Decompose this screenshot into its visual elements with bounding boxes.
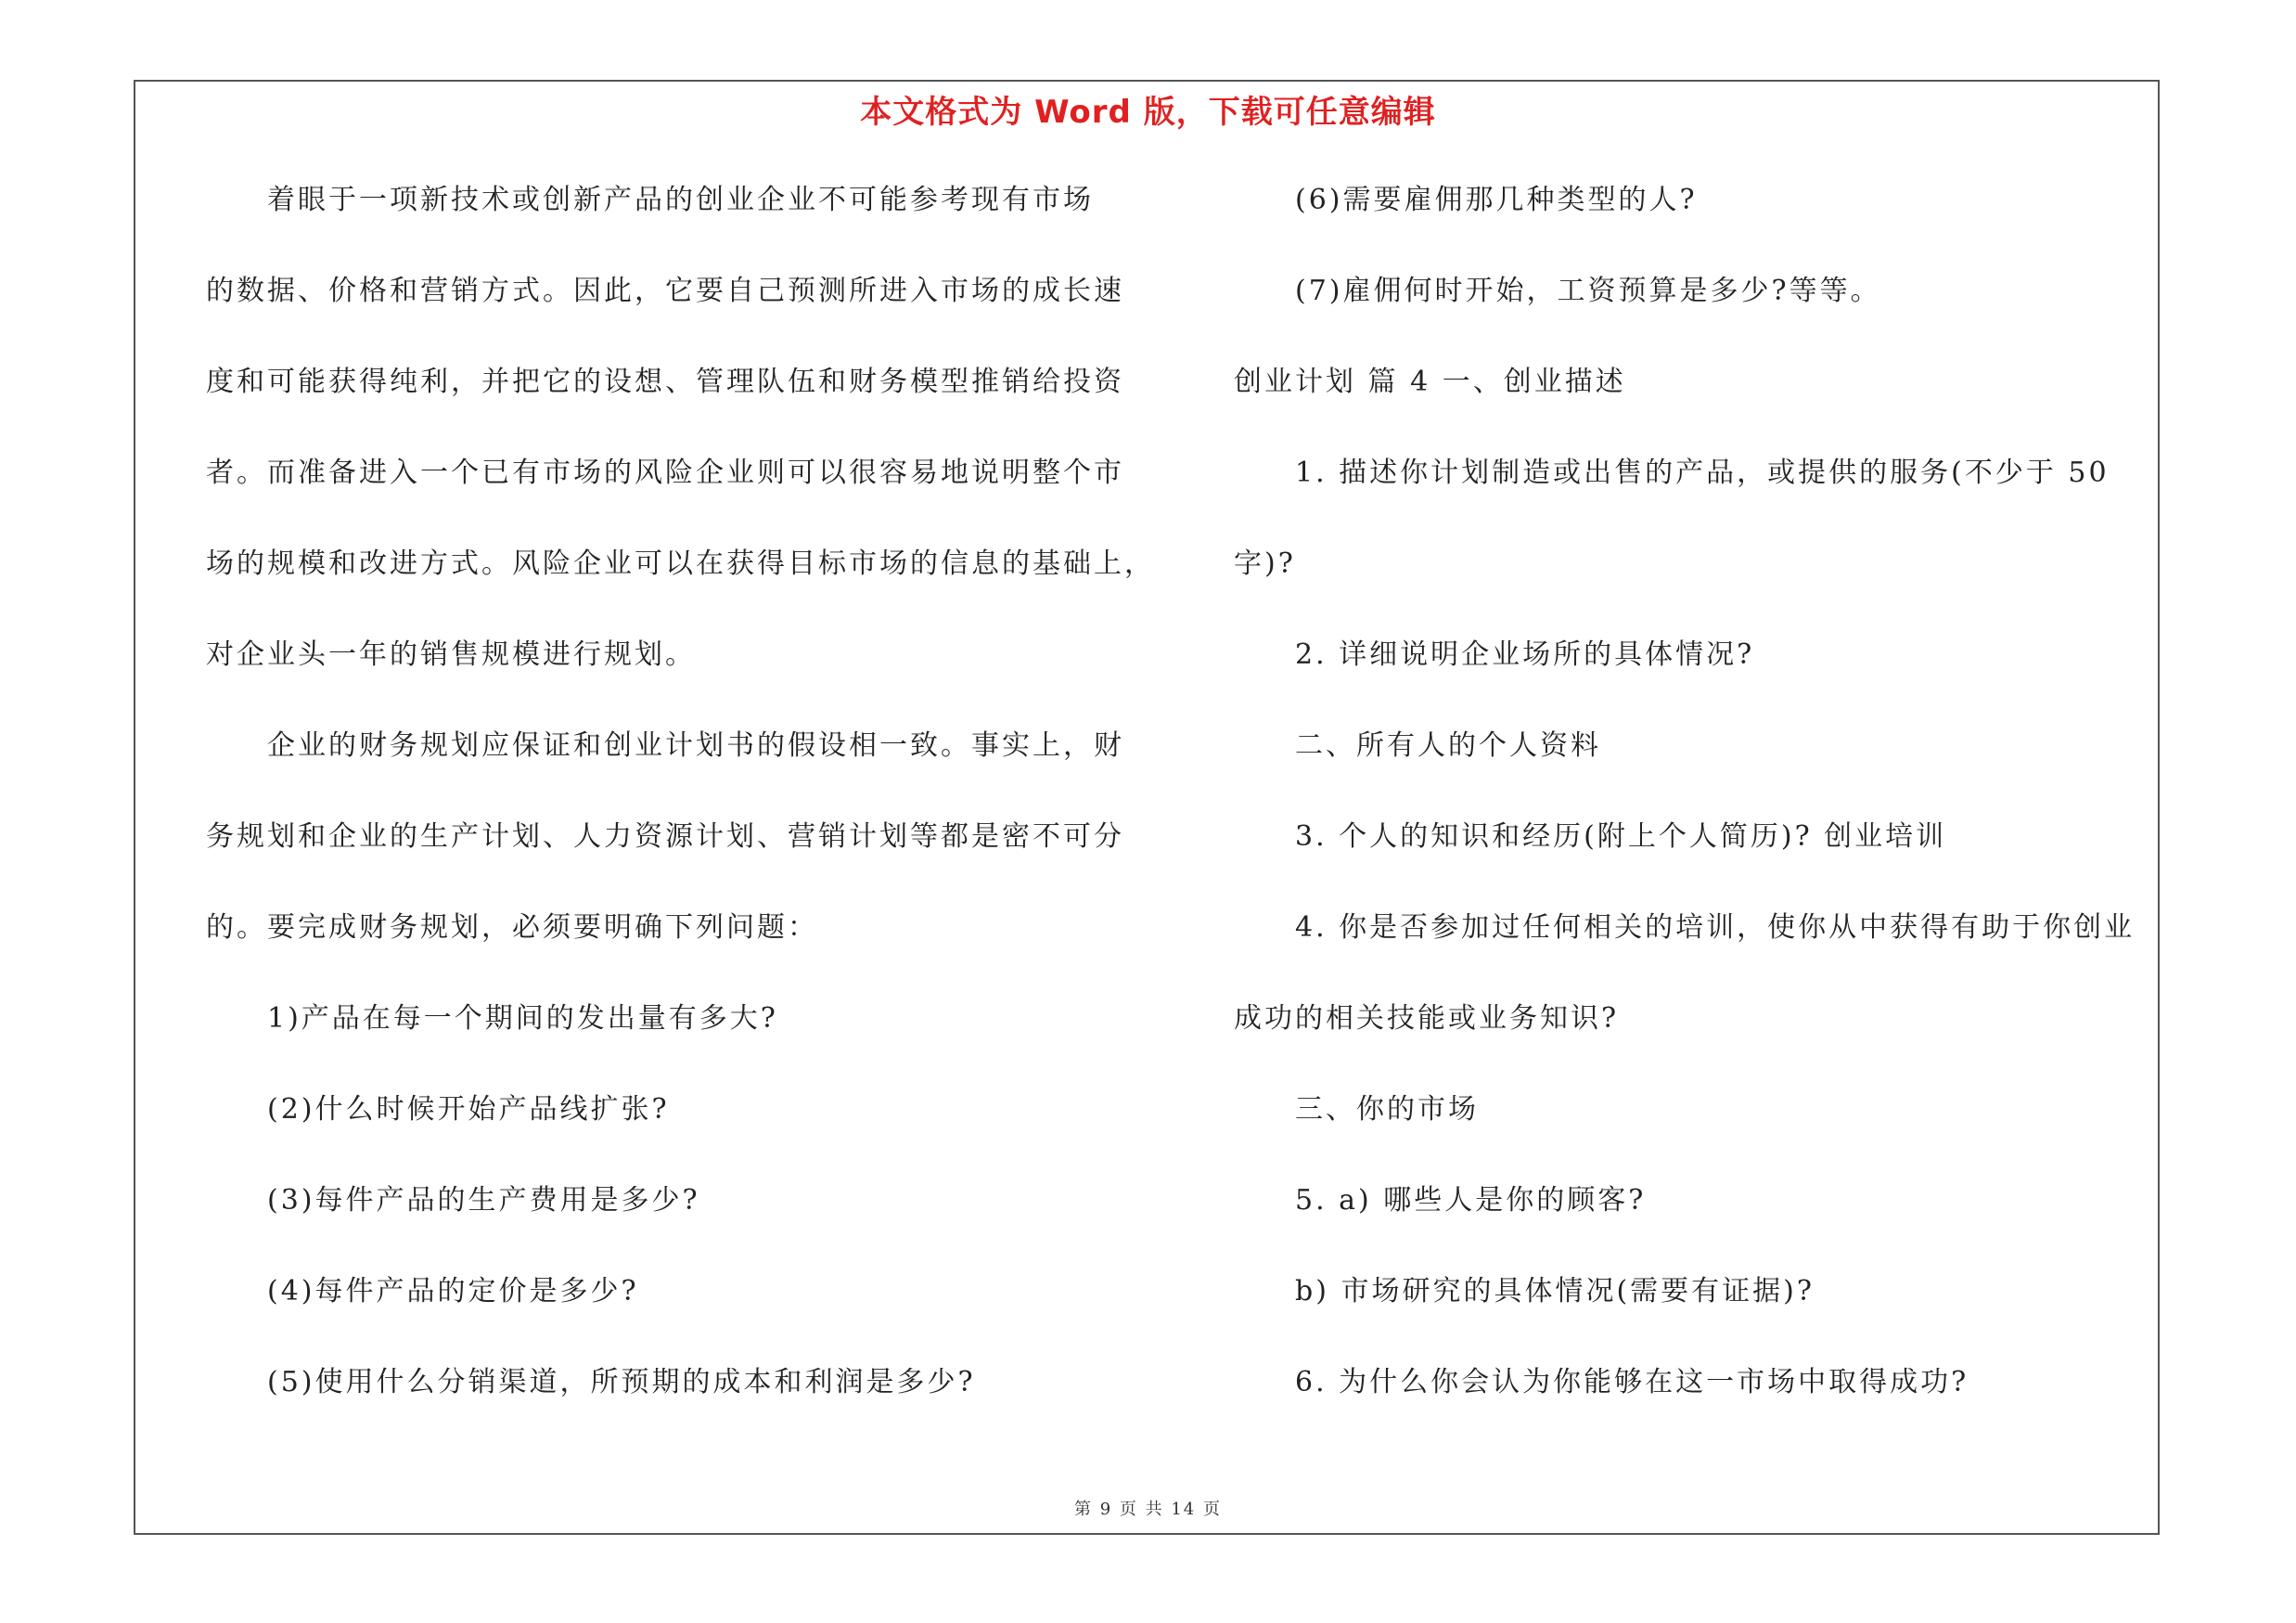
page-number: 第 9 页 共 14 页 xyxy=(1074,1500,1222,1519)
header-banner: 本文格式为 Word 版，下载可任意编辑 xyxy=(860,94,1436,131)
paragraph-line: 成功的相关技能或业务知识? xyxy=(1234,1002,1620,1035)
list-item: (4)每件产品的定价是多少? xyxy=(267,1275,639,1307)
paragraph-line: 度和可能获得纯利，并把它的设想、管理队伍和财务模型推销给投资 xyxy=(206,366,1124,398)
list-item: (6)需要雇佣那几种类型的人? xyxy=(1295,184,1698,216)
list-item: 1)产品在每一个期间的发出量有多大? xyxy=(267,1002,778,1035)
paragraph-line: 6. 为什么你会认为你能够在这一市场中取得成功? xyxy=(1295,1366,1969,1398)
paragraph-line: 的。要完成财务规划，必须要明确下列问题： xyxy=(206,911,818,944)
paragraph-line: 字)? xyxy=(1234,547,1296,580)
paragraph-line: 3. 个人的知识和经历(附上个人简历)? 创业培训 xyxy=(1295,820,1947,853)
section-heading: 二、所有人的个人资料 xyxy=(1295,729,1601,762)
paragraph-line: 者。而准备进入一个已有市场的风险企业则可以很容易地说明整个市 xyxy=(206,457,1124,489)
paragraph-line: 的数据、价格和营销方式。因此，它要自己预测所进入市场的成长速 xyxy=(206,275,1124,307)
list-item: (5)使用什么分销渠道，所预期的成本和利润是多少? xyxy=(267,1366,976,1398)
paragraph-line: 企业的财务规划应保证和创业计划书的假设相一致。事实上，财 xyxy=(267,729,1124,762)
list-item: (2)什么时候开始产品线扩张? xyxy=(267,1093,670,1126)
paragraph-line: 5. a) 哪些人是你的顾客? xyxy=(1295,1184,1647,1217)
list-item: (3)每件产品的生产费用是多少? xyxy=(267,1184,700,1217)
paragraph-line: 2. 详细说明企业场所的具体情况? xyxy=(1295,638,1755,671)
section-heading: 三、你的市场 xyxy=(1295,1093,1479,1126)
paragraph-line: 场的规模和改进方式。风险企业可以在获得目标市场的信息的基础上， xyxy=(206,547,1155,580)
paragraph-line: 对企业头一年的销售规模进行规划。 xyxy=(206,638,696,671)
paragraph-line: 1. 描述你计划制造或出售的产品，或提供的服务(不少于 50 xyxy=(1295,457,2110,489)
list-item: (7)雇佣何时开始，工资预算是多少?等等。 xyxy=(1295,275,1881,307)
section-heading: 创业计划 篇 4 一、创业描述 xyxy=(1234,366,1626,398)
paragraph-line: 着眼于一项新技术或创新产品的创业企业不可能参考现有市场 xyxy=(267,184,1094,216)
paragraph-line: b) 市场研究的具体情况(需要有证据)? xyxy=(1295,1275,1815,1307)
paragraph-line: 务规划和企业的生产计划、人力资源计划、营销计划等都是密不可分 xyxy=(206,820,1124,853)
paragraph-line: 4. 你是否参加过任何相关的培训，使你从中获得有助于你创业 xyxy=(1295,911,2136,944)
